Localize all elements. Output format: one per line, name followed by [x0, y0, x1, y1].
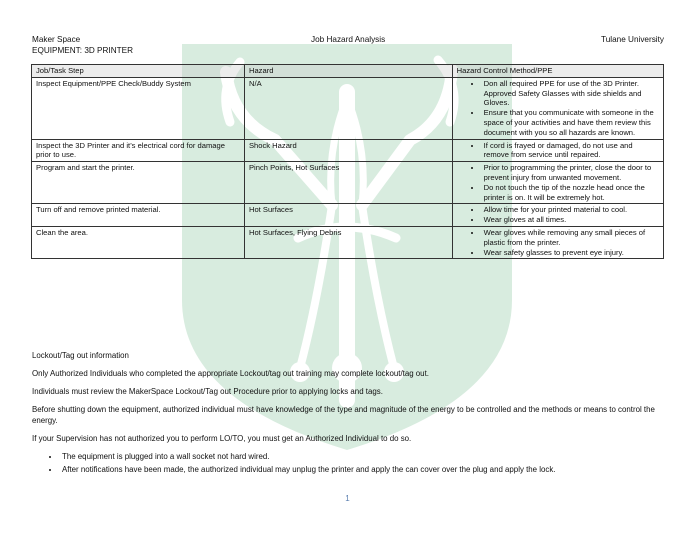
lockout-bullet-list — [32, 452, 662, 476]
hazard-cell: N/A — [244, 77, 452, 139]
table-header-row — [32, 65, 664, 78]
table-row — [32, 139, 664, 162]
hazard-cell: Shock Hazard — [244, 139, 452, 162]
table-row — [32, 226, 664, 258]
lockout-paragraph: Individuals must review the MakerSpace Lockout/Tag out Procedure prior to applying locks and tags. — [32, 387, 383, 396]
page-number: 1 — [345, 494, 350, 503]
hazard-cell: Pinch Points, Hot Surfaces — [244, 162, 452, 204]
control-item: • Don all required PPE for use of the 3D Printer. Approved Safety Glasses with side shields and Gloves. — [482, 79, 660, 108]
column-header-hazard: Hazard — [244, 65, 452, 78]
table-row — [32, 162, 664, 204]
header-left — [32, 34, 133, 56]
task-cell: Inspect the 3D Printer and it’s electrical cord for damage prior to use. — [32, 139, 245, 162]
control-item: • Wear gloves while removing any small pieces of plastic from the printer. — [482, 228, 660, 248]
task-cell: Program and start the printer. — [32, 162, 245, 204]
task-cell: Clean the area. — [32, 226, 245, 258]
hazard-cell: Hot Surfaces, Flying Debris — [244, 226, 452, 258]
hazard-cell: Hot Surfaces — [244, 204, 452, 227]
control-cell — [452, 77, 663, 139]
lockout-paragraph: Before shutting down the equipment, authorized individual must have knowledge of the type and magnitude of the energy to be controlled and the methods or means to control the energy. — [32, 405, 655, 425]
control-cell — [452, 226, 663, 258]
lockout-bullet: • The equipment is plugged into a wall socket not hard wired. — [60, 452, 662, 463]
control-item: • Do not touch the tip of the nozzle head once the printer is on. It will be extremely hot. — [482, 183, 660, 203]
control-cell — [452, 204, 663, 227]
lockout-paragraph: If your Supervision has not authorized you to perform LO/TO, you must get an Authorized Individual to do so. — [32, 433, 412, 443]
table-row — [32, 204, 664, 227]
institution-name: Tulane University — [601, 35, 664, 44]
column-header-task: Job/Task Step — [32, 65, 245, 78]
document-title: Job Hazard Analysis — [311, 35, 386, 44]
control-item: • Wear safety glasses to prevent eye injury. — [482, 248, 660, 258]
lockout-section — [32, 351, 662, 479]
equipment-label: EQUIPMENT: 3D PRINTER — [32, 46, 133, 55]
task-cell: Inspect Equipment/PPE Check/Buddy System — [32, 77, 245, 139]
org-name: Maker Space — [32, 35, 81, 44]
lockout-bullet: • After notifications have been made, the authorized individual may unplug the printer and apply the can cover over the plug and apply the lock. — [60, 465, 662, 476]
control-item: • If cord is frayed or damaged, do not use and remove from service until repaired. — [482, 141, 660, 161]
hazard-analysis-table — [31, 64, 664, 259]
column-header-control: Hazard Control Method/PPE — [452, 65, 663, 78]
control-item: • Allow time for your printed material to cool. — [482, 205, 660, 215]
control-cell — [452, 162, 663, 204]
lockout-heading: Lockout/Tag out information — [32, 351, 129, 360]
table-row — [32, 77, 664, 139]
control-item: • Wear gloves at all times. — [482, 215, 660, 225]
control-cell — [452, 139, 663, 162]
lockout-paragraph: Only Authorized Individuals who completed the appropriate Lockout/tag out training may complete lockout/tag out. — [32, 369, 429, 378]
task-cell: Turn off and remove printed material. — [32, 204, 245, 227]
control-item: • Prior to programming the printer, close the door to prevent injury from unwanted movement. — [482, 163, 660, 183]
control-item: • Ensure that you communicate with someone in the space of your activities and have them review this document with you so all hazards are known. — [482, 108, 660, 137]
